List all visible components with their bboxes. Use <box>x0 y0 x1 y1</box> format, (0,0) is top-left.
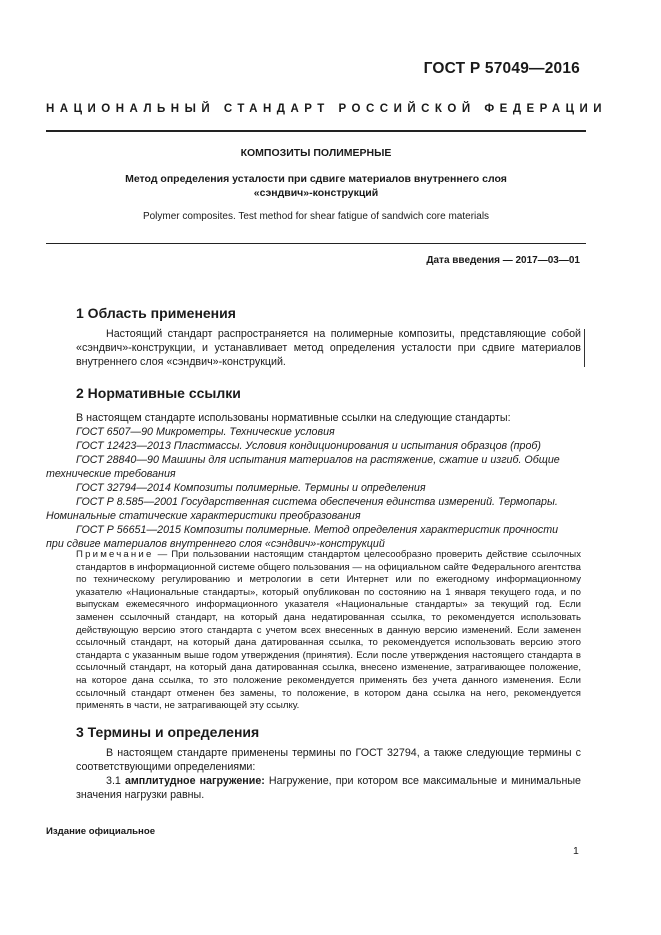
reference-item: ГОСТ Р 8.585—2001 Государственная система обеспечения единства измерений. Термопары. <box>76 496 558 508</box>
note-text: — При пользовании настоящим стандартом целесообразно проверить действие ссылочных стандартов в информационной системе общего пользования — на официальном сайте Федерального агентства по техническому регулированию и метрологии в сети Интернет или по ежегодному информационному указателю «Национальные стандарты», который опубликован по состоянию на 1 января текущего года, и по выпускам ежемесячного информационного указателя «Национальные стандарты» за текущий год. Если заменен ссылочный стандарт, на который дана недатированная ссылка, то рекомендуется использовать действующую версию этого стандарта с учетом всех внесенных в данную версию изменений. Если заменен ссылочный стандарт, на который дана датированная ссылка, то рекомендуется использовать версию этого стандарта с указанным выше годом утверждения (принятия). Если после утверждения настоящего стандарта в ссылочный стандарт, на который дана датированная ссылка, внесено изменение, затрагивающее положение, на которое дана ссылка, то это положение рекомендуется применять без учета данного изменения. Если ссылочный стандарт отменен без замены, то положение, в котором дана ссылка на него, рекомендуется применять в части, не затрагивающей эту ссылку. <box>76 549 581 712</box>
subtitle-line-2: «сэндвич»-конструкций <box>253 187 379 199</box>
note-label: Примечание <box>76 549 154 560</box>
reference-item: ГОСТ 28840—90 Машины для испытания материалов на растяжение, сжатие и изгиб. Общие <box>76 454 560 466</box>
normative-references <box>46 411 586 551</box>
english-title: Polymer composites. Test method for shear fatigue of sandwich core materials <box>142 211 490 222</box>
section-1-text: Настоящий стандарт распространяется на полимерные композиты, представляющие собой «сэндвич»-конструкции, и устанавливает метод определения усталости при сдвиге материалов внутреннего слоя «сэндвич»-конструкций. <box>76 328 581 368</box>
title-divider <box>46 243 586 244</box>
section-1-heading: 1 Область применения <box>76 305 236 321</box>
standard-number: ГОСТ Р 57049—2016 <box>423 60 580 77</box>
reference-item-continuation: технические требования <box>46 468 176 480</box>
term-definition <box>76 774 581 802</box>
page-number: 1 <box>573 845 579 857</box>
top-divider <box>46 130 586 132</box>
term-name: амплитудное нагружение: <box>124 775 265 787</box>
term-definition-text: Нагружение, при котором все максимальные и минимальные значения нагрузки равны. <box>76 775 581 801</box>
term-number: 3.1 <box>106 775 121 787</box>
section-3-heading: 3 Термины и определения <box>76 724 260 740</box>
national-standard-heading: НАЦИОНАЛЬНЫЙ СТАНДАРТ РОССИЙСКОЙ ФЕДЕРАЦИИ <box>46 103 608 115</box>
edition-label: Издание официальное <box>46 826 156 837</box>
reference-item: ГОСТ 32794—2014 Композиты полимерные. Термины и определения <box>76 482 426 494</box>
section-3-intro: В настоящем стандарте применены термины по ГОСТ 32794, а также следующие термины с соответствующими определениями: <box>76 747 581 773</box>
reference-item: ГОСТ Р 56651—2015 Композиты полимерные. Метод определения характеристик прочности <box>76 524 559 536</box>
change-bar <box>584 329 585 367</box>
document-title: КОМПОЗИТЫ ПОЛИМЕРНЫЕ <box>240 147 392 159</box>
references-intro: В настоящем стандарте использованы нормативные ссылки на следующие стандарты: <box>76 412 511 424</box>
section-2-heading: 2 Нормативные ссылки <box>76 385 241 401</box>
reference-item-continuation: при сдвиге материалов внутреннего слоя «сэндвич»-конструкций <box>46 538 385 550</box>
subtitle-line-1: Метод определения усталости при сдвиге материалов внутреннего слоя <box>125 173 507 185</box>
reference-item: ГОСТ 12423—2013 Пластмассы. Условия кондиционирования и испытания образцов (проб) <box>76 440 541 452</box>
introduction-date: Дата введения — 2017—03—01 <box>426 255 580 266</box>
reference-item-continuation: Номинальные статические характеристики преобразования <box>46 510 361 522</box>
document-subtitle <box>90 172 542 200</box>
references-note <box>76 549 581 713</box>
reference-item: ГОСТ 6507—90 Микрометры. Технические условия <box>76 426 335 438</box>
